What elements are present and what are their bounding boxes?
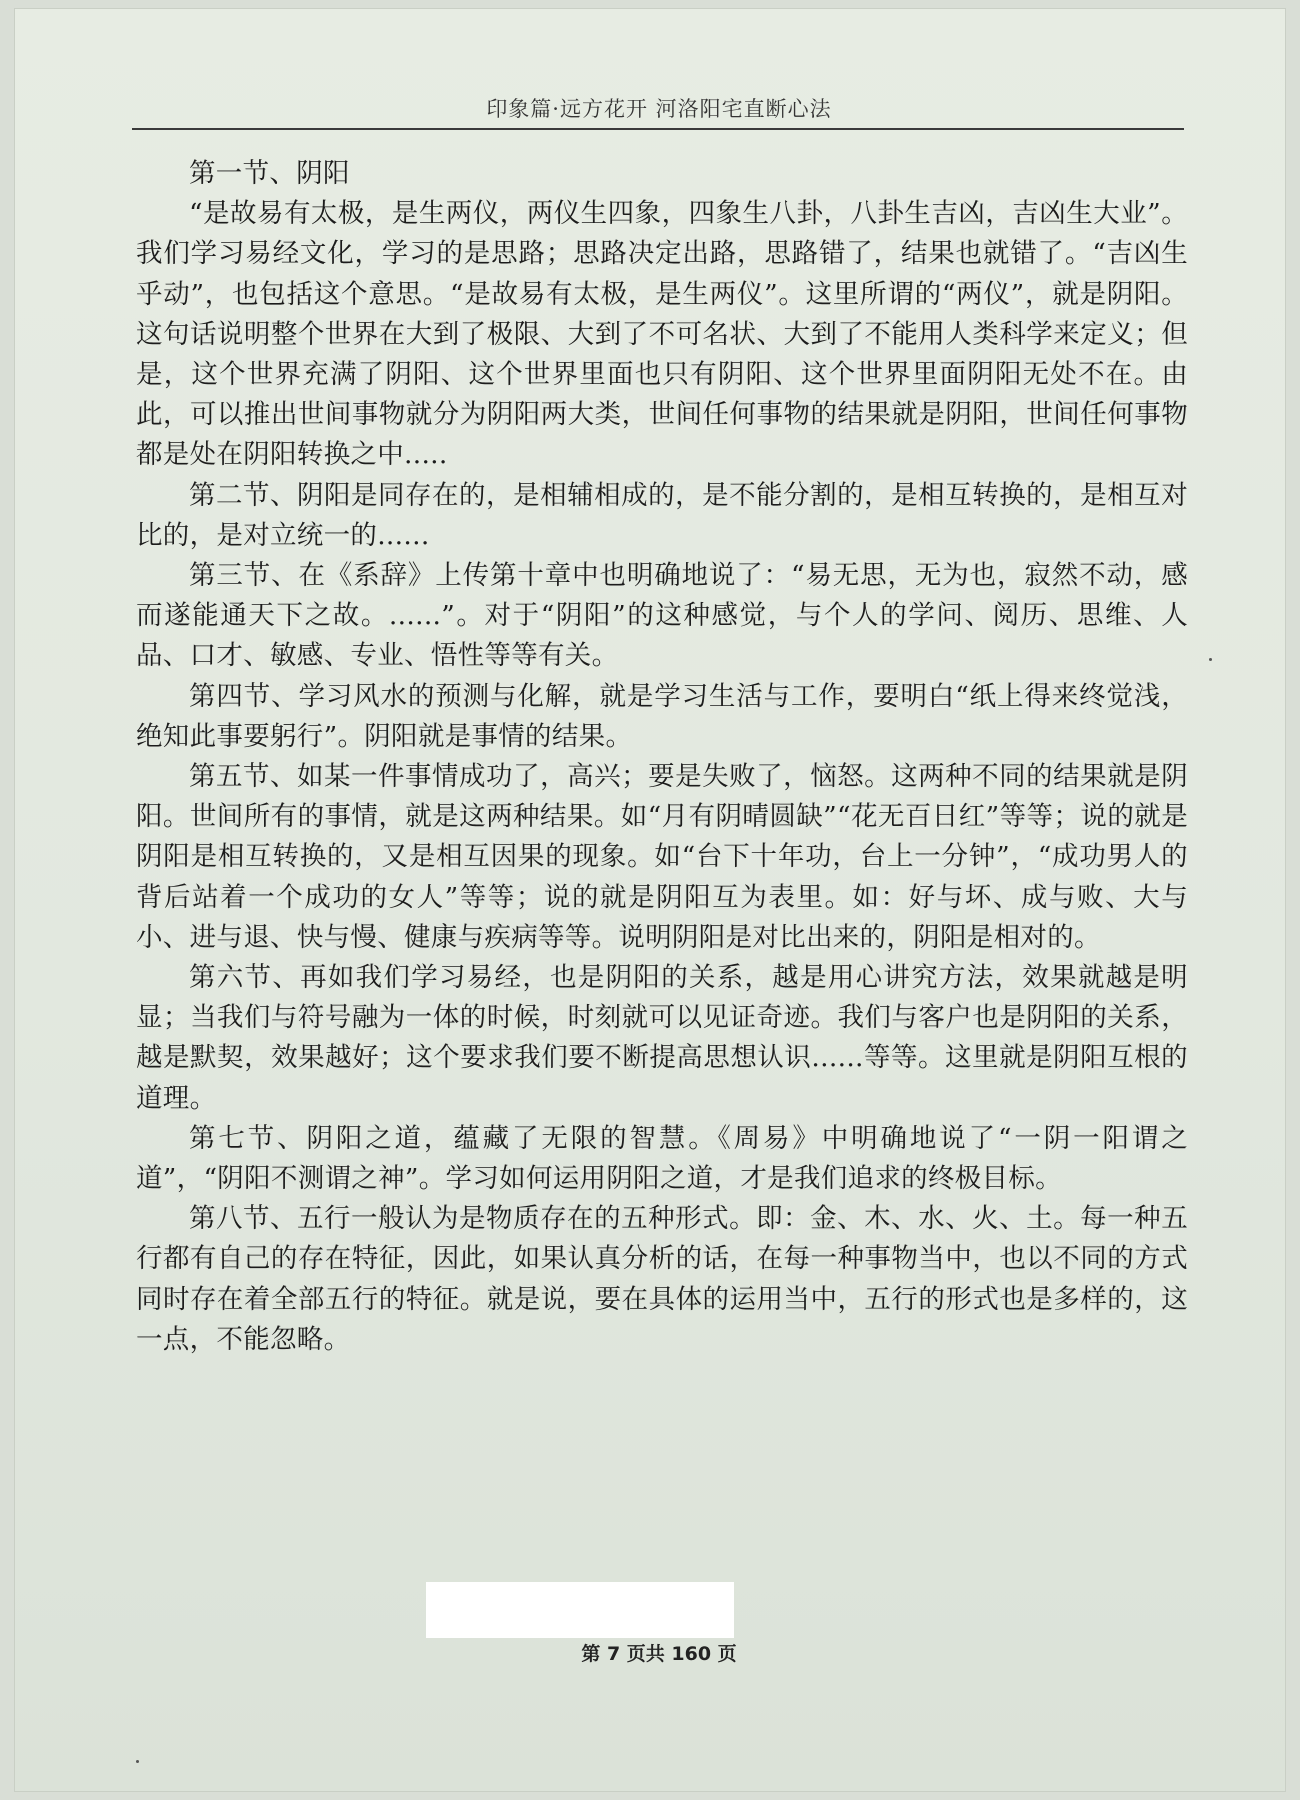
page-number: 第 7 页共 160 页 [581, 1643, 737, 1665]
document-page [14, 8, 1286, 1792]
section-2-paragraph: 第二节、阴阳是同存在的，是相辅相成的，是不能分割的，是相互转换的，是相互对比的，是对立统一的...... [136, 479, 1188, 551]
running-header: 印象篇·远方花开 河洛阳宅直断心法 [486, 97, 832, 121]
redaction-box [426, 1582, 734, 1638]
section-1-title: 第一节、阴阳 [189, 158, 350, 189]
section-5-paragraph: 第五节、如某一件事情成功了，高兴；要是失败了，恼怒。这两种不同的结果就是阴阳。世间所有的事情，就是这两种结果。如“月有阴晴圆缺”“花无百日红”等等；说的就是阴阳是相互转换的，又是相互因果的现象。如“台下十年功，台上一分钟”，“成功男人的背后站着一个成功的女人”等等；说的就是阴阳互为表里。如：好与坏、成与败、大与小、进与退、快与慢、健康与疾病等等。说明阴阳是对比出来的，阴阳是相对的。 [136, 761, 1188, 953]
paper-speck [1209, 658, 1212, 661]
section-4-paragraph: 第四节、学习风水的预测与化解，就是学习生活与工作，要明白“纸上得来终觉浅，绝知此事要躬行”。阴阳就是事情的结果。 [136, 680, 1188, 752]
section-8-paragraph: 第八节、五行一般认为是物质存在的五种形式。即：金、木、水、火、土。每一种五行都有自己的存在特征，因此，如果认真分析的话，在每一种事物当中，也以不同的方式同时存在着全部五行的特征。就是说，要在具体的运用当中，五行的形式也是多样的，这一点，不能忽略。 [136, 1203, 1188, 1355]
body-text [136, 154, 1188, 1360]
section-3-paragraph: 第三节、在《系辞》上传第十章中也明确地说了：“易无思，无为也，寂然不动，感而遂能通天下之故。......”。对于“阴阳”的这种感觉，与个人的学问、阅历、思维、人品、口才、敏感、专业、悟性等等有关。 [136, 560, 1188, 672]
paper-speck [136, 1760, 139, 1763]
section-7-paragraph: 第七节、阴阳之道，蕴藏了无限的智慧。《周易》中明确地说了“一阴一阳谓之道”，“阴阳不测谓之神”。学习如何运用阴阳之道，才是我们追求的终极目标。 [136, 1122, 1188, 1195]
header-divider [132, 128, 1184, 130]
section-6-paragraph: 第六节、再如我们学习易经，也是阴阳的关系，越是用心讲究方法，效果就越是明显；当我们与符号融为一体的时候，时刻就可以见证奇迹。我们与客户也是阴阳的关系，越是默契，效果越好；这个要求我们要不断提高思想认识......等等。这里就是阴阳互根的道理。 [136, 962, 1188, 1114]
section-1-paragraph: “是故易有太极，是生两仪，两仪生四象，四象生八卦，八卦生吉凶，吉凶生大业”。我们学习易经文化，学习的是思路；思路决定出路，思路错了，结果也就错了。“吉凶生乎动”，也包括这个意思。“是故易有太极，是生两仪”。这里所谓的“两仪”，就是阴阳。这句话说明整个世界在大到了极限、大到了不可名状、大到了不能用人类科学来定义；但是，这个世界充满了阴阳、这个世界里面也只有阴阳、这个世界里面阴阳无处不在。由此，可以推出世间事物就分为阴阳两大类，世间任何事物的结果就是阴阳，世间任何事物都是处在阴阳转换之中..... [136, 198, 1188, 471]
